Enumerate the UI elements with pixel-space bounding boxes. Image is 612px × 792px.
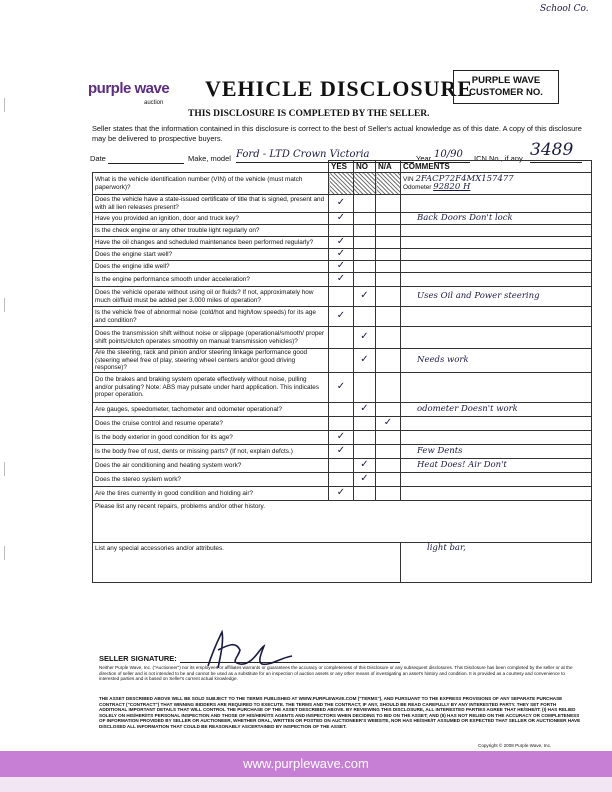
yes-checkbox[interactable] [329,261,354,273]
question-text: Is the vehicle free of abnormal noise (cold/hot and high/low speeds) for its age and condition? [93,307,329,327]
table-row [93,249,592,261]
yes-checkbox[interactable] [329,287,354,307]
na-checkbox[interactable] [376,417,401,431]
comment-cell[interactable] [401,173,592,195]
na-checkbox[interactable] [376,431,401,445]
na-checkbox[interactable] [376,487,401,501]
na-checkbox[interactable] [376,403,401,417]
no-checkbox[interactable] [354,417,376,431]
comment-cell[interactable] [401,273,592,287]
comment-cell[interactable] [401,417,592,431]
yes-checkbox[interactable] [329,237,354,249]
disclaimer-text: Neither Purple Wave, Inc. ("Auctioneer") nor its employees or affiliates warrants or guarantees the accuracy or completeness of this Disclosure or any subsequent disclosures. This Disclosure has been completed by the seller or at the direction of seller and is not intended to be and cannot be used as a substitute for an inspection of auction assets or any other means of investigating an asset's history and condition. It is provided as a courtesy and convenience to interested parties and is based on Seller's current actual knowledge. [99,665,573,682]
no-checkbox[interactable] [354,307,376,327]
no-checkbox[interactable] [354,431,376,445]
margin-mark [4,462,9,476]
na-checkbox[interactable] [376,327,401,349]
question-text: Does the cruise control and resume operate? [93,417,329,431]
margin-mark [4,298,9,312]
check-mark-icon: ✓ [336,431,346,443]
check-mark-icon: ✓ [336,248,346,260]
na-checkbox[interactable] [376,307,401,327]
icn-label: ICN No., if any [474,154,523,163]
comment-text: Few Dents [417,445,463,456]
table-row [93,459,592,473]
no-checkbox[interactable] [354,213,376,225]
na-checkbox[interactable] [376,195,401,213]
no-checkbox[interactable] [354,173,376,195]
no-checkbox[interactable] [354,445,376,459]
question-text: Are gauges, speedometer, tachometer and odometer operational? [93,403,329,417]
question-text: Have you provided an ignition, door and truck key? [93,213,329,225]
na-header: N/A [376,161,401,173]
check-mark-icon: ✓ [360,403,369,415]
comment-cell[interactable] [401,237,592,249]
no-checkbox[interactable] [354,249,376,261]
intro-statement: Seller states that the information contained in this disclosure is correct to the best of Seller's actual knowledge as of this date. A copy of this disclosure may be delivered to prospective buyers. [92,124,582,143]
table-row [93,417,592,431]
terms-text: THE ASSET DESCRIBED ABOVE WILL BE SOLD SUBJECT TO THE TERMS PUBLISHED AT WWW.PURPLEWAVE.COM ("TERMS"), AND PURSUANT TO THE EXPRESS PROVISIONS OF ANY SEPARATE PURCHASE CONTRACT ("CONTRACT") THAT WINNING BIDDERS ARE REQUIRED TO EXECUTE. THE TERMS AND THE CONTRACT, IF ANY, SHOULD BE READ CAREFULLY BY ANY INTERESTED PARTY. THEY SET FORTH ADDITIONAL IMPORTANT DETAILS THAT WILL CONTROL THE PURCHASE OF THE ASSET DESCRIBED ABOVE. BY REVIEWING THIS DISCLOSURE, ALL INTERESTED PARTIES AGREE THAT HE/SHE/IT: (I) HAS RELIED SOLELY ON HIS/HER/ITS PERSONAL INSPECTION AND THOSE OF HIS/HER/ITS AGENTS AND INSPECTORS WHEN DECIDING TO BID ON THE ASSET; AND (II) HAS NOT RELIED ON THE ACCURACY OR COMPLETENESS OF INFORMATION PROVIDED BY SELLER OR AUCTIONEER, WHETHER ORAL, WRITTEN OR POSTED ON AUCTIONEER'S WEBSITE, NOR HAS HE/SHE/IT ASSUMED OR EXPECTED THAT SELLER OR AUCTIONEER HAVE DISCLOSED ALL INFORMATION THAT COULD BE REASONABLY ASCERTAINED BY INSPECTION OF THE ASSET. [99,696,581,729]
no-header: NO [354,161,376,173]
table-row [93,373,592,403]
no-checkbox[interactable] [354,373,376,403]
yes-checkbox[interactable] [329,373,354,403]
footer-bar [0,751,612,777]
vin-label: VIN [403,175,414,183]
table-row [93,445,592,459]
no-checkbox[interactable] [354,327,376,349]
yes-checkbox[interactable] [329,473,354,487]
comment-cell[interactable] [401,287,592,307]
table-row [93,473,592,487]
copyright-text: Copyright © 2008 Purple Wave, Inc. [478,743,552,748]
margin-mark [4,546,9,560]
na-checkbox[interactable] [376,237,401,249]
question-text: What is the vehicle identification number (VIN) of the vehicle (must match paperwork)? [93,173,329,195]
comment-text: Heat Does! Air Don't [417,459,507,470]
comment-cell[interactable] [401,225,592,237]
page-title: VEHICLE DISCLOSURE [205,76,474,101]
check-mark-icon: ✓ [360,331,369,343]
table-row [93,213,592,225]
yes-checkbox[interactable] [329,431,354,445]
na-checkbox[interactable] [376,349,401,373]
comment-cell[interactable] [401,307,592,327]
yes-checkbox[interactable] [329,327,354,349]
repairs-label: Please list any recent repairs, problems and/or other history. [95,503,266,510]
comment-cell[interactable] [401,349,592,373]
comment-cell[interactable] [401,473,592,487]
footer-url-link[interactable]: www.purplewave.com [243,756,369,771]
check-mark-icon: ✓ [336,487,346,499]
na-checkbox[interactable] [376,287,401,307]
comment-cell[interactable] [401,213,592,225]
na-checkbox[interactable] [376,225,401,237]
yes-checkbox[interactable] [329,417,354,431]
customer-number-box [453,70,559,104]
check-mark-icon: ✓ [360,473,369,485]
odometer-value: 92820 H [433,181,471,192]
comment-text: odometer Doesn't work [417,403,518,414]
date-label: Date [90,154,106,163]
year-label: Year [416,154,432,163]
odometer-label: Odometer [403,183,432,191]
table-row [93,195,592,213]
yes-checkbox[interactable] [329,249,354,261]
accessories-value-cell[interactable] [401,543,592,583]
yes-header: YES [329,161,354,173]
table-row [93,225,592,237]
table-row [93,403,592,417]
no-checkbox[interactable] [354,287,376,307]
accessories-cell[interactable] [93,543,401,583]
na-checkbox[interactable] [376,459,401,473]
make-field[interactable]: Ford - LTD Crown Victoria [236,149,414,163]
margin-mark [4,98,9,112]
comments-header: COMMENTS [401,161,592,173]
na-checkbox[interactable] [376,473,401,487]
vin-value: 2FACP72F4MX157477 [415,173,514,184]
question-text: Does the stereo system work? [93,473,329,487]
question-text: Does the vehicle have a state-issued certificate of title that is signed, present and with all lien releases present? [93,195,329,213]
corner-note: School Co. [540,4,589,14]
comment-text: Uses Oil and Power steering [417,290,540,301]
question-text: Do the brakes and braking system operate effectively without noise, pulling and/or pulsating? Note: ABS may pulsate under hard application. This indicates proper operation. [93,373,329,403]
check-mark-icon: ✓ [336,310,346,322]
no-checkbox[interactable] [354,459,376,473]
yes-checkbox[interactable] [329,225,354,237]
question-text: Is the body exterior in good condition for its age? [93,431,329,445]
seller-signature-label: SELLER SIGNATURE: [99,654,177,663]
question-text: Does the transmission shift without noise or slippage (operational/smooth/ proper shift points/clutch operates smoothly on manual transmission vehicles)? [93,327,329,349]
table-row [93,273,592,287]
question-text: Are the tires currently in good condition and holding air? [93,487,329,501]
comment-cell[interactable] [401,487,592,501]
check-mark-icon: ✓ [336,212,346,224]
na-checkbox[interactable] [376,445,401,459]
question-text: Does the vehicle operate without using oil or fluids? If not, approximately how much oil/fluid must be added per 3,000 miles of operation? [93,287,329,307]
page-subtitle: THIS DISCLOSURE IS COMPLETED BY THE SELLER. [188,109,430,119]
table-row [93,327,592,349]
table-row [93,487,592,501]
no-checkbox[interactable] [354,473,376,487]
accessories-value: light bar, [427,543,466,553]
question-header [93,161,329,173]
icn-field[interactable]: 3489 [530,140,582,163]
logo-subtext: auction [144,100,164,106]
check-mark-icon: ✓ [383,417,393,429]
question-rows [93,173,592,501]
table-row [93,501,592,543]
na-checkbox[interactable] [376,249,401,261]
table-row [93,261,592,273]
yes-checkbox[interactable] [329,195,354,213]
make-label: Make, model [188,154,231,163]
footer-stripe [0,777,612,792]
na-checkbox[interactable] [376,213,401,225]
check-mark-icon: ✓ [336,445,346,457]
question-text: Have the oil changes and scheduled maintenance been performed regularly? [93,237,329,249]
customer-box-line-2: CUSTOMER NO. [469,87,543,98]
logo-text: purple wave [88,80,170,97]
yes-checkbox[interactable] [329,213,354,225]
check-mark-icon: ✓ [360,459,369,471]
table-row [93,543,592,583]
no-checkbox[interactable] [354,225,376,237]
no-checkbox[interactable] [354,261,376,273]
table-row [93,307,592,327]
table-row [93,173,592,195]
no-checkbox[interactable] [354,195,376,213]
na-checkbox[interactable] [376,173,401,195]
check-mark-icon: ✓ [336,197,346,209]
question-text: Are the steering, rack and pinion and/or steering linkage performance good (steering wheel free of play, steering wheel centers and/or good driving response)? [93,349,329,373]
question-text: Is the check engine or any other trouble light regularly on? [93,225,329,237]
no-checkbox[interactable] [354,349,376,373]
comment-cell[interactable] [401,195,592,213]
yes-checkbox[interactable] [329,445,354,459]
repairs-cell[interactable] [93,501,592,543]
question-text: Is the engine performance smooth under acceleration? [93,273,329,287]
accessories-label: List any special accessories and/or attributes. [95,545,224,552]
no-checkbox[interactable] [354,237,376,249]
comment-cell[interactable] [401,459,592,473]
question-text: Does the engine start well? [93,249,329,261]
disclosure-table [92,160,592,583]
comment-cell[interactable] [401,373,592,403]
year-field[interactable]: 10/90 [434,149,470,163]
question-text: Does the air conditioning and heating system work? [93,459,329,473]
no-checkbox[interactable] [354,403,376,417]
check-mark-icon: ✓ [336,260,346,272]
question-text: Does the engine idle well? [93,261,329,273]
na-checkbox[interactable] [376,373,401,403]
yes-checkbox[interactable] [329,273,354,287]
yes-checkbox[interactable] [329,403,354,417]
no-checkbox[interactable] [354,487,376,501]
na-checkbox[interactable] [376,261,401,273]
yes-checkbox[interactable] [329,459,354,473]
table-row [93,287,592,307]
yes-checkbox[interactable] [329,173,354,195]
yes-checkbox[interactable] [329,307,354,327]
comment-cell[interactable] [401,403,592,417]
table-row [93,431,592,445]
comment-cell[interactable] [401,249,592,261]
yes-checkbox[interactable] [329,487,354,501]
check-mark-icon: ✓ [336,273,346,285]
comment-cell[interactable] [401,445,592,459]
comment-cell[interactable] [401,261,592,273]
comment-cell[interactable] [401,327,592,349]
comment-text: Back Doors Don't lock [417,212,513,223]
table-row [93,349,592,373]
purple-wave-logo [88,80,176,120]
comment-cell[interactable] [401,431,592,445]
check-mark-icon: ✓ [336,381,346,393]
check-mark-icon: ✓ [360,354,369,366]
table-header-row [93,161,592,173]
yes-checkbox[interactable] [329,349,354,373]
no-checkbox[interactable] [354,273,376,287]
check-mark-icon: ✓ [336,236,346,248]
comment-text: Needs work [417,354,469,365]
customer-box-line-1: PURPLE WAVE [471,75,541,86]
table-row [93,237,592,249]
question-text: Is the body free of rust, dents or missing parts? (If not, explain defcts.) [93,445,329,459]
na-checkbox[interactable] [376,273,401,287]
check-mark-icon: ✓ [360,290,369,302]
